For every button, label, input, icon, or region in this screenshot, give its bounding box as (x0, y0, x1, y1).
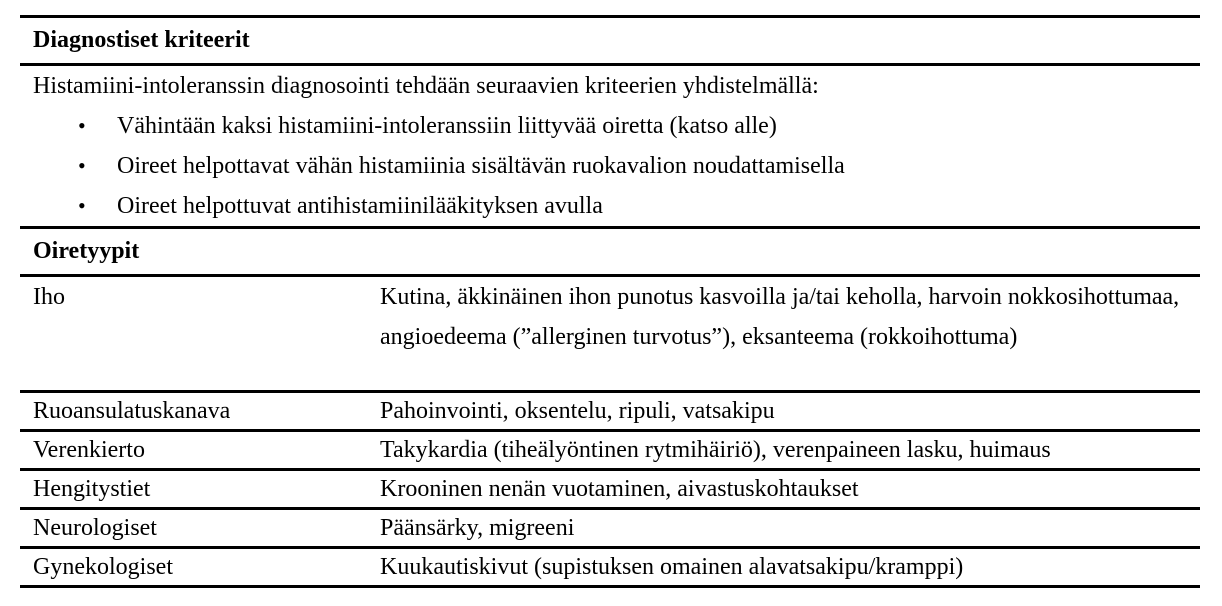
table-row (20, 393, 1200, 429)
criteria-list (20, 106, 1200, 226)
symptom-type: Hengitystiet (33, 476, 151, 502)
symptoms-heading: Oiretyypit (33, 238, 140, 264)
bullet-icon: • (78, 193, 86, 218)
symptom-description: Päänsärky, migreeni (380, 515, 575, 541)
symptom-description: Pahoinvointi, oksentelu, ripuli, vatsakipu (380, 398, 775, 424)
symptom-type: Iho (33, 284, 65, 310)
symptom-type: Ruoansulatuskanava (33, 398, 231, 424)
criteria-heading: Diagnostiset kriteerit (33, 27, 250, 53)
table-bottom-rule (20, 585, 1200, 588)
table-row (20, 277, 1200, 390)
symptom-description: Kutina, äkkinäinen ihon punotus kasvoilla ja/tai keholla, harvoin nokkosihottumaa, angioedeema (”allerginen turvotus”), eksanteema (rokkoihottuma) (380, 284, 1180, 350)
table-row (20, 432, 1200, 468)
list-item: • Oireet helpottuvat antihistamiinilääkityksen avulla (20, 186, 1200, 226)
bullet-icon: • (78, 113, 86, 138)
bullet-icon: • (78, 153, 86, 178)
symptom-type: Verenkierto (33, 437, 145, 463)
symptom-type: Neurologiset (33, 515, 157, 541)
list-item: • Vähintään kaksi histamiini-intoleranssiin liittyvää oiretta (katso alle) (20, 106, 1200, 146)
symptom-description: Takykardia (tiheälyöntinen rytmihäiriö), verenpaineen lasku, huimaus (380, 437, 1051, 463)
criteria-table (20, 15, 1200, 588)
criteria-intro: Histamiini-intoleranssin diagnosointi tehdään seuraavien kriteerien yhdistelmällä: (33, 73, 819, 99)
symptom-description: Krooninen nenän vuotaminen, aivastuskohtaukset (380, 476, 859, 502)
table-row (20, 549, 1200, 585)
symptom-type: Gynekologiset (33, 554, 173, 580)
table-row (20, 510, 1200, 546)
table-row (20, 471, 1200, 507)
list-item: • Oireet helpottavat vähän histamiinia sisältävän ruokavalion noudattamisella (20, 146, 1200, 186)
symptom-description: Kuukautiskivut (supistuksen omainen alavatsakipu/kramppi) (380, 554, 964, 580)
